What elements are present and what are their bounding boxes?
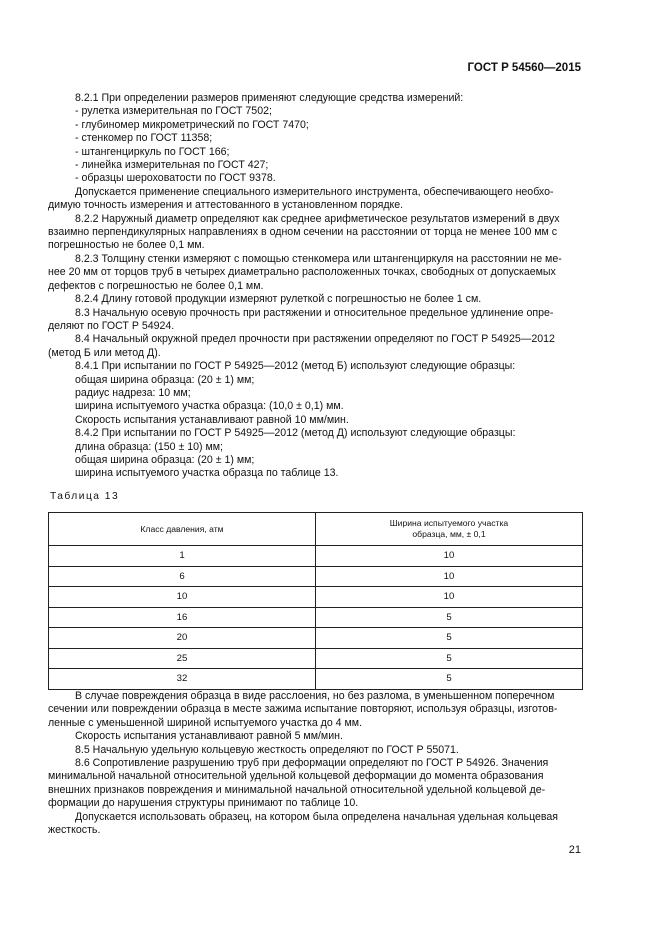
table-row xyxy=(49,587,583,608)
header-line: образца, мм, ± 0,1 xyxy=(412,529,486,539)
spec-line: ширина испытуемого участка образца: (10,0 ± 0,1) мм. xyxy=(75,400,344,413)
paragraph-speed: Скорость испытания устанавливают равной 5 мм/мин. xyxy=(75,730,343,743)
allowed-line: димую точность измерения и аттестованного в установленном порядке. xyxy=(48,199,404,212)
table-header-row xyxy=(49,513,583,546)
table-cell: 16 xyxy=(49,607,316,628)
spec-line: общая ширина образца: (20 ± 1) мм; xyxy=(75,453,255,466)
table-cell: 5 xyxy=(316,607,583,628)
table-cell: 20 xyxy=(49,628,316,649)
text-line: Допускается использовать образец, на котором была определена начальная удельная кольцевая xyxy=(75,810,559,823)
paragraph-8-2-1: 8.2.1 При определении размеров применяют следующие средства измерений: xyxy=(75,92,464,104)
paragraph-8-5: 8.5 Начальную удельную кольцевую жесткость определяют по ГОСТ Р 55071. xyxy=(75,743,459,756)
text-line: В случае повреждения образца в виде расслоения, но без разлома, в уменьшенном поперечном xyxy=(75,690,555,702)
table-row xyxy=(49,628,583,649)
paragraph-8-4-1: 8.4.1 При испытании по ГОСТ Р 54925—2012 (метод Б) используют следующие образцы: xyxy=(75,360,516,373)
text-line: деляют по ГОСТ Р 54924. xyxy=(48,319,175,332)
spec-line: Скорость испытания устанавливают равной 10 мм/мин. xyxy=(75,413,349,426)
paragraph-8-2-3 xyxy=(48,252,583,293)
text-line: жесткость. xyxy=(48,824,101,837)
paragraph-8-6 xyxy=(48,757,583,811)
table-cell: 32 xyxy=(49,669,316,690)
table-13 xyxy=(48,512,583,690)
page-number: 21 xyxy=(568,844,581,856)
spec-line: длина образца: (150 ± 10) мм; xyxy=(75,440,223,453)
table-cell: 25 xyxy=(49,648,316,669)
text-line: (метод Б или метод Д). xyxy=(48,346,161,359)
table-cell: 6 xyxy=(49,566,316,587)
column-header-width xyxy=(316,513,583,546)
text-line: формации до нарушения структуры принимают по таблице 10. xyxy=(48,797,359,810)
paragraph-allowed-sample xyxy=(48,810,583,838)
table-caption: Таблица 13 xyxy=(50,491,120,502)
table-cell: 5 xyxy=(316,648,583,669)
instrument-list xyxy=(75,105,583,185)
table-row xyxy=(49,607,583,628)
document-header: ГОСТ Р 54560—2015 xyxy=(467,62,581,74)
text-line: 8.6 Сопротивление разрушению труб при деформации определяют по ГОСТ Р 54926. Значения xyxy=(75,757,549,770)
column-header-pressure-class: Класс давления, атм xyxy=(49,513,316,546)
table-cell: 10 xyxy=(49,587,316,608)
paragraph-8-4 xyxy=(48,333,583,360)
list-item: - стенкомер по ГОСТ 11358; xyxy=(75,132,213,145)
paragraph-8-4-2: 8.4.2 При испытании по ГОСТ Р 54925—2012 (метод Д) используют следующие образцы: xyxy=(75,427,516,440)
spec-line: ширина испытуемого участка образца по таблице 13. xyxy=(75,467,339,480)
text-line: нее 20 мм от торцов труб в четырех диаметрально расположенных точках, свободных от допускаемых xyxy=(48,266,556,279)
list-item: - линейка измерительная по ГОСТ 427; xyxy=(75,159,269,172)
text-line: 8.2.3 Толщину стенки измеряют с помощью стенкомера или штангенциркуля на расстоянии не ме- xyxy=(75,252,562,265)
text-line: внешних признаков повреждения и минимальной начальной относительной удельной кольцевой де- xyxy=(48,783,546,796)
spec-line: радиус надреза: 10 мм; xyxy=(75,386,191,399)
table-cell: 10 xyxy=(316,566,583,587)
text-line: взаимно перпендикулярных направлениях в одном сечении на расстоянии от торца не менее 100 мм с xyxy=(48,226,558,239)
paragraph-damage xyxy=(48,690,583,730)
list-item: - штангенциркуль по ГОСТ 166; xyxy=(75,145,230,158)
table-cell: 5 xyxy=(316,628,583,649)
list-item: - глубиномер микрометрический по ГОСТ 7470; xyxy=(75,118,309,131)
paragraph-8-2-2 xyxy=(48,212,583,253)
section-text-upper xyxy=(48,92,583,481)
table-row xyxy=(49,648,583,669)
section-text-lower xyxy=(48,690,583,837)
allowed-line: Допускается применение специального измерительного инструмента, обеспечивающего необхо- xyxy=(75,185,554,198)
header-line: Ширина испытуемого участка xyxy=(389,518,509,528)
table-row xyxy=(49,566,583,587)
table-cell: 10 xyxy=(316,587,583,608)
text-line: 8.4 Начальный окружной предел прочности при растяжении определяют по ГОСТ Р 54925—2012 xyxy=(75,333,555,346)
paragraph-8-3 xyxy=(48,306,583,334)
paragraph-8-2-4: 8.2.4 Длину готовой продукции измеряют рулеткой с погрешностью не более 1 см. xyxy=(75,293,482,306)
text-line: погрешностью не более 0,1 мм. xyxy=(48,239,205,252)
spec-line: общая ширина образца: (20 ± 1) мм; xyxy=(75,373,255,386)
text-line: 8.3 Начальную осевую прочность при растяжении и относительное предельное удлинение опре- xyxy=(75,306,554,319)
text-line: ленные с уменьшенной шириной испытуемого участка до 4 мм. xyxy=(48,716,363,729)
text-line: сечении или повреждении образца в месте зажима испытание повторяют, используя образцы, изготов- xyxy=(48,703,558,716)
list-item: - рулетка измерительная по ГОСТ 7502; xyxy=(75,105,272,118)
table-cell: 5 xyxy=(316,669,583,690)
table-row xyxy=(49,546,583,567)
table-cell: 1 xyxy=(49,546,316,567)
table-cell: 10 xyxy=(316,546,583,567)
text-line: 8.2.2 Наружный диаметр определяют как среднее арифметическое результатов измерений в двух xyxy=(75,212,560,225)
text-line: дефектов с погрешностью не более 0,1 мм. xyxy=(48,279,264,292)
table-row xyxy=(49,669,583,690)
list-item: - образцы шероховатости по ГОСТ 9378. xyxy=(75,172,276,185)
text-line: минимальной начальной относительной удельной кольцевой деформации до момента образования xyxy=(48,770,544,783)
